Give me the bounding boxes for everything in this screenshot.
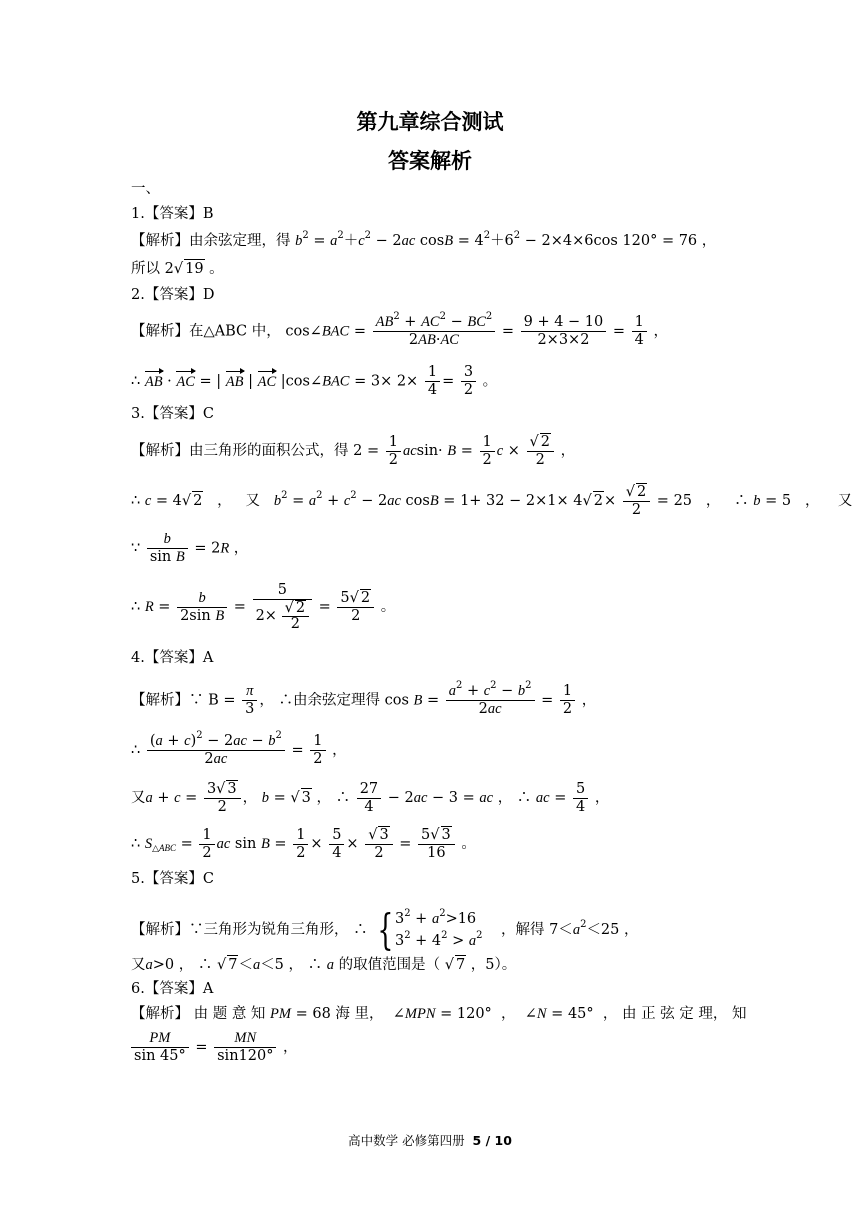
q2-answer: 2.【答案】D [131, 287, 215, 303]
page-footer: 高中数学 必修第四册 5 / 10 [348, 1133, 512, 1148]
q1-result: 所以 2√ 19 。 [131, 261, 224, 277]
q5-answer: 5.【答案】C [131, 871, 214, 887]
q6-analysis: 【解析】 由 题 意 知 PM = 68 海 里， ∠MPN = 120° ， ∠N = 45° ， 由 正 弦 定 理， 知 [131, 1006, 747, 1022]
section-heading: 一、 [131, 181, 160, 197]
q4-answer: 4.【答案】A [131, 650, 214, 666]
q6-answer: 6.【答案】A [131, 981, 214, 997]
q5-line2: 又a>0 ， ∴ √ 7＜a＜5 ， ∴ a 的取值范围是（ √ 7 ，5）。 [131, 957, 517, 973]
q6-line2: $\frac{PM}{\sin 45^\circ}$ = $\frac{MN}{\sin 120^\circ}$ ， [131, 1030, 298, 1065]
page-subtitle: 答案解析 [388, 149, 472, 173]
q2-analysis: 【解析】在△ABC 中， cos∠BAC = $\frac{AB^2 + AC^2 - BC^2}{2AB\cdot AC}$ = $\frac{9 + 4 - 10}{2\times 3\times 2}$ = $\frac{1}{4}$ ， [131, 311, 668, 348]
q4-line4: ∴ $S_{\triangle ABC}$ = $\frac{1}{2}$ ac sin B = $\frac{1}{2}$ × $\frac{5}{4}$ × $\frac{√ 3}{2}$ = $\frac{5√ 3}{16}$ 。 [131, 826, 476, 861]
q5-analysis: 【解析】∵三角形为锐角三角形， ∴ { $3^2 + a^2>16$ $3^2 + 4^2 > a^2$ ，解得 $7<a^2<25$ ， [131, 905, 639, 954]
q4-line2: ∴ $\frac{(a + c)^2 - 2ac - b^2}{2ac}$ = $\frac{1}{2}$ ， [131, 730, 347, 767]
q4-line3: 又a + c = $\frac{3√ 3}{2}$ ， b = √ 3 ， ∴ $\frac{27}{4}$ − 2ac − 3 = ac ， ∴ ac = $\frac{5}{4}$ ， [131, 780, 610, 815]
q3-answer: 3.【答案】C [131, 406, 214, 422]
q2-result: ∴ AB · AC = | AB | AC |cos∠BAC = 3× 2× $\frac{1}{4}$ = $\frac{3}{2}$ 。 [131, 364, 498, 398]
q3-line2: ∴ c = 4√ 2 ， 又 $b^2 = a^2 + c^2 - 2ac$ cosB = 1+ 32 − 2×1× 4√ 2× $\frac{√ 2}{2}$ = 25 ， ∴ b = 5 ， 又 [131, 484, 853, 518]
q3-line4: ∴ R = $\frac{b}{\text{2sin B}}$ = 5 2× $\frac{√ 2}{2}$ = $\frac{5√ 2}{2}$ 。 [131, 582, 396, 632]
q3-analysis: 【解析】由三角形的面积公式，得 2 = $\frac{1}{2}$ acsin· B = $\frac{1}{2}$ c × $\frac{√ 2}{2}$ ， [131, 433, 576, 468]
q1-analysis: 【解析】由余弦定理，得 $b^2 = a^2+c^2 - 2ac$ $\cos B = 4^2+6^2 - 2\times 4\times 6\cos$ 120° = 76 ， [131, 230, 717, 249]
q4-analysis: 【解析】∵ B = $\frac{\pi}{3}$ ， ∴由余弦定理得 cos B = $\frac{a^2 + c^2 - b^2}{2ac}$ = $\frac{1}{2}$ ， [131, 680, 597, 717]
q3-line3: ∵ $\frac{b}{\text{sin B}}$ = 2R ， [131, 531, 249, 565]
page-number: 5 / 10 [472, 1133, 512, 1148]
page-title: 第九章综合测试 [356, 110, 504, 134]
q1-answer: 1.【答案】B [131, 206, 214, 222]
